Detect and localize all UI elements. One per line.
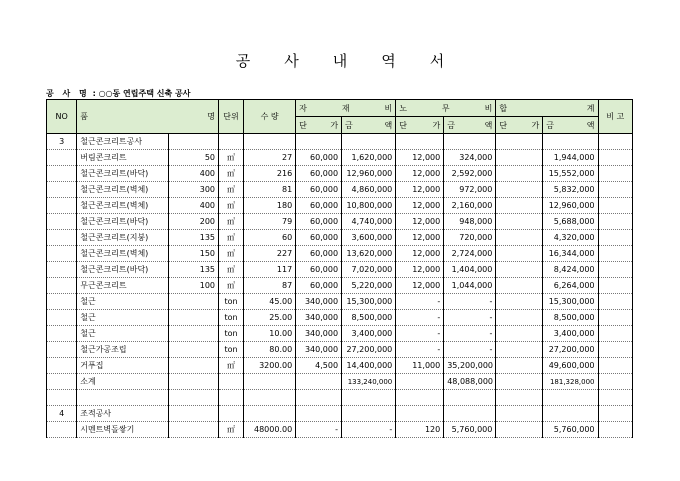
cell-no [47,166,77,182]
cell-material-amount: - [342,422,396,438]
cell-unit [219,406,244,422]
cell-total-amount: 5,688,000 [543,214,598,230]
cell-remark [598,342,633,358]
cost-table [46,99,633,438]
cell-quantity: 87 [244,278,296,294]
cell-labor-amount [444,406,496,422]
cell-quantity: 79 [244,214,296,230]
cell-remark [598,390,633,406]
cell-total-amount: 8,424,000 [543,262,598,278]
cell-labor-unit-price [396,134,444,150]
cell-spec [168,422,218,438]
header-qty: 수 량 [244,100,296,134]
cell-no [47,214,77,230]
cell-labor-amount: 35,200,000 [444,358,496,374]
cell-total-amount: 6,264,000 [543,278,598,294]
cell-remark [598,310,633,326]
cell-unit: ㎥ [219,230,244,246]
cell-remark [598,262,633,278]
cell-spec: 135 [168,262,218,278]
cell-labor-unit-price: - [396,342,444,358]
cell-total-amount: 5,760,000 [543,422,598,438]
cell-unit: ton [219,310,244,326]
table-row [47,326,633,342]
cell-quantity: 216 [244,166,296,182]
cell-total-unit-price [496,230,543,246]
cell-labor-amount: 720,000 [444,230,496,246]
cell-total-unit-price [496,262,543,278]
header-no: NO [47,100,77,134]
cell-unit: ㎥ [219,150,244,166]
cell-labor-amount: 948,000 [444,214,496,230]
cell-no [47,230,77,246]
cell-material-unit-price: - [296,422,342,438]
table-row [47,294,633,310]
header-labor: 노 무 비 [396,100,496,117]
table-row [47,390,633,406]
cell-spec [168,406,218,422]
cell-labor-unit-price: 12,000 [396,150,444,166]
cell-material-amount: 27,200,000 [342,342,396,358]
cell-material-amount: 14,400,000 [342,358,396,374]
cell-spec [168,390,218,406]
cell-quantity: 60 [244,230,296,246]
cell-no [47,182,77,198]
cell-material-amount: 5,220,000 [342,278,396,294]
cell-no [47,150,77,166]
cell-labor-unit-price [396,406,444,422]
cell-labor-unit-price: 12,000 [396,262,444,278]
project-separator: : [92,89,96,98]
cell-remark [598,166,633,182]
cell-labor-unit-price: 12,000 [396,278,444,294]
cell-no [47,342,77,358]
cell-labor-amount: 48,088,000 [444,374,496,390]
cell-labor-amount: 324,000 [444,150,496,166]
cell-total-amount: 3,400,000 [543,326,598,342]
cell-item-name: 철근콘크리트(벽체) [77,182,169,198]
cell-total-amount: 4,320,000 [543,230,598,246]
cell-item-name: 철근콘크리트공사 [77,134,169,150]
section-row [47,406,633,422]
cell-quantity: 25.00 [244,310,296,326]
cell-labor-amount: - [444,310,496,326]
cell-unit [219,374,244,390]
table-header [47,100,633,134]
cell-total-unit-price [496,134,543,150]
cell-labor-amount: 2,724,000 [444,246,496,262]
cell-material-unit-price: 340,000 [296,342,342,358]
cell-total-amount: 27,200,000 [543,342,598,358]
cell-labor-amount [444,390,496,406]
cell-labor-unit-price: - [396,326,444,342]
table-row [47,422,633,438]
cell-material-unit-price [296,390,342,406]
table-row [47,182,633,198]
cell-spec [168,342,218,358]
section-row [47,134,633,150]
cell-material-unit-price: 340,000 [296,326,342,342]
cell-material-unit-price: 60,000 [296,230,342,246]
cell-quantity: 180 [244,198,296,214]
cell-material-unit-price: 60,000 [296,214,342,230]
cell-quantity [244,134,296,150]
cell-spec [168,326,218,342]
cell-item-name: 철근 [77,326,169,342]
cell-quantity: 27 [244,150,296,166]
cell-labor-amount: - [444,294,496,310]
cell-total-unit-price [496,182,543,198]
cell-spec [168,134,218,150]
cell-remark [598,358,633,374]
cell-quantity: 227 [244,246,296,262]
cell-quantity: 10.00 [244,326,296,342]
cell-unit: ton [219,294,244,310]
cell-item-name: 철근 [77,310,169,326]
cell-total-amount: 1,944,000 [543,150,598,166]
cell-total-unit-price [496,150,543,166]
cell-item-name: 철근콘크리트(바닥) [77,262,169,278]
cell-total-amount [543,406,598,422]
cell-unit: ㎥ [219,198,244,214]
cell-remark [598,278,633,294]
cell-material-unit-price: 60,000 [296,182,342,198]
cell-material-amount [342,390,396,406]
cell-quantity: 48000.00 [244,422,296,438]
cell-material-unit-price: 60,000 [296,278,342,294]
cell-item-name: 무근콘크리트 [77,278,169,294]
cell-spec: 200 [168,214,218,230]
cell-remark [598,422,633,438]
cell-material-amount: 133,240,000 [342,374,396,390]
cell-spec [168,294,218,310]
cell-no [47,390,77,406]
cell-material-unit-price: 60,000 [296,166,342,182]
cell-material-amount [342,406,396,422]
cell-total-amount [543,134,598,150]
header-labor-unit-price: 단 가 [396,117,444,134]
table-row [47,310,633,326]
cell-item-name: 조적공사 [77,406,169,422]
header-material-unit-price: 단 가 [296,117,342,134]
cell-spec: 50 [168,150,218,166]
cell-spec: 135 [168,230,218,246]
cell-total-unit-price [496,406,543,422]
cell-total-unit-price [496,326,543,342]
cell-total-unit-price [496,294,543,310]
cell-unit: ㎥ [219,262,244,278]
cell-total-amount: 49,600,000 [543,358,598,374]
cell-unit: ㎡ [219,358,244,374]
cell-material-amount: 1,620,000 [342,150,396,166]
cell-total-amount: 15,552,000 [543,166,598,182]
project-name: ○○동 연립주택 신축 공사 [98,89,191,98]
cell-material-unit-price [296,134,342,150]
cell-material-amount: 12,960,000 [342,166,396,182]
cell-material-amount: 7,020,000 [342,262,396,278]
cell-labor-unit-price: 120 [396,422,444,438]
cell-unit [219,134,244,150]
cell-quantity: 81 [244,182,296,198]
table-row [47,166,633,182]
header-labor-amount: 금 액 [444,117,496,134]
cell-item-name: 철근콘크리트(바닥) [77,214,169,230]
cell-no [47,262,77,278]
cell-total-unit-price [496,198,543,214]
cell-material-unit-price: 60,000 [296,262,342,278]
cell-labor-unit-price: 12,000 [396,182,444,198]
cell-total-unit-price [496,342,543,358]
cell-unit: ton [219,326,244,342]
cell-quantity [244,406,296,422]
cell-total-unit-price [496,390,543,406]
cell-labor-amount: 972,000 [444,182,496,198]
cell-total-amount: 15,300,000 [543,294,598,310]
table-row [47,150,633,166]
cell-unit: ㎥ [219,166,244,182]
cell-quantity [244,374,296,390]
cell-no [47,278,77,294]
cell-labor-unit-price: 11,000 [396,358,444,374]
cell-remark [598,326,633,342]
cell-unit: ㎥ [219,246,244,262]
cell-item-name: 버림콘크리트 [77,150,169,166]
cell-item-name: 철근 [77,294,169,310]
cell-quantity [244,390,296,406]
cell-no: 4 [47,406,77,422]
cell-remark [598,374,633,390]
cell-material-unit-price: 60,000 [296,246,342,262]
cell-labor-amount: - [444,326,496,342]
table-row [47,358,633,374]
cell-labor-amount: 1,404,000 [444,262,496,278]
table-row [47,214,633,230]
cell-no [47,294,77,310]
cell-spec [168,374,218,390]
cell-labor-amount: 2,160,000 [444,198,496,214]
cell-spec: 100 [168,278,218,294]
cell-labor-unit-price: 12,000 [396,246,444,262]
cell-material-unit-price: 60,000 [296,150,342,166]
cell-spec: 400 [168,198,218,214]
cell-remark [598,214,633,230]
cell-material-unit-price: 340,000 [296,294,342,310]
header-unit: 단위 [219,100,244,134]
cell-labor-unit-price: 12,000 [396,230,444,246]
cell-item-name: 철근콘크리트(지붕) [77,230,169,246]
cell-total-unit-price [496,422,543,438]
cell-labor-unit-price [396,390,444,406]
cell-total-unit-price [496,166,543,182]
cell-item-name: 철근콘크리트(바닥) [77,166,169,182]
cell-total-amount: 12,960,000 [543,198,598,214]
cell-remark [598,134,633,150]
cell-material-amount: 3,400,000 [342,326,396,342]
cell-total-unit-price [496,278,543,294]
cell-remark [598,294,633,310]
cell-no [47,422,77,438]
cell-item-name: 소계 [77,374,169,390]
cell-remark [598,246,633,262]
header-item: 품 명 [77,100,219,134]
cell-remark [598,150,633,166]
document-title: 공사내역서 [235,52,479,70]
cell-unit: ㎥ [219,278,244,294]
cell-no [47,358,77,374]
cell-labor-unit-price: 12,000 [396,166,444,182]
cell-total-amount: 5,832,000 [543,182,598,198]
cell-remark [598,182,633,198]
cell-material-amount: 4,860,000 [342,182,396,198]
cell-no [47,198,77,214]
cell-labor-amount: - [444,342,496,358]
cell-labor-amount [444,134,496,150]
header-material: 자 재 비 [296,100,396,117]
project-label: 공 사 명 [46,89,90,98]
table-row [47,198,633,214]
cell-remark [598,406,633,422]
cell-total-unit-price [496,310,543,326]
cell-spec: 300 [168,182,218,198]
cell-unit: ton [219,342,244,358]
cell-no [47,374,77,390]
cell-item-name: 거푸집 [77,358,169,374]
cell-total-unit-price [496,214,543,230]
cell-quantity: 45.00 [244,294,296,310]
cell-spec: 150 [168,246,218,262]
table-body [47,134,633,438]
cell-material-unit-price: 340,000 [296,310,342,326]
cell-material-unit-price [296,406,342,422]
cell-total-amount [543,390,598,406]
cell-spec: 400 [168,166,218,182]
project-line [46,88,190,99]
cell-no [47,310,77,326]
cell-material-unit-price [296,374,342,390]
cell-item-name: 시멘트벽돌쌓기 [77,422,169,438]
cell-no: 3 [47,134,77,150]
cell-item-name: 철근가공조립 [77,342,169,358]
header-total-unit-price: 단 가 [496,117,543,134]
cell-item-name [77,390,169,406]
cell-material-amount: 15,300,000 [342,294,396,310]
cell-quantity: 117 [244,262,296,278]
cell-quantity: 80.00 [244,342,296,358]
cell-labor-unit-price: 12,000 [396,214,444,230]
table-row [47,230,633,246]
cell-remark [598,198,633,214]
cell-labor-amount: 5,760,000 [444,422,496,438]
cell-labor-unit-price: - [396,310,444,326]
table-row [47,342,633,358]
cell-material-unit-price: 4,500 [296,358,342,374]
cell-no [47,326,77,342]
cell-material-amount: 3,600,000 [342,230,396,246]
table-row [47,262,633,278]
cell-total-amount: 8,500,000 [543,310,598,326]
cell-total-unit-price [496,358,543,374]
cell-spec [168,358,218,374]
cell-item-name: 철근콘크리트(벽체) [77,246,169,262]
cell-quantity: 3200.00 [244,358,296,374]
cell-material-amount: 8,500,000 [342,310,396,326]
cell-unit: ㎥ [219,182,244,198]
cell-spec [168,310,218,326]
cell-material-amount: 10,800,000 [342,198,396,214]
table-row [47,278,633,294]
cell-unit [219,390,244,406]
header-total-amount: 금 액 [543,117,598,134]
cell-labor-unit-price [396,374,444,390]
cell-remark [598,230,633,246]
header-total: 합 계 [496,100,598,117]
header-material-amount: 금 액 [342,117,396,134]
table-row [47,374,633,390]
cell-total-unit-price [496,374,543,390]
cell-total-amount: 16,344,000 [543,246,598,262]
cell-no [47,246,77,262]
cell-material-amount: 13,620,000 [342,246,396,262]
cell-labor-amount: 2,592,000 [444,166,496,182]
cell-labor-unit-price: 12,000 [396,198,444,214]
cell-unit: ㎥ [219,214,244,230]
cell-material-amount [342,134,396,150]
cell-labor-unit-price: - [396,294,444,310]
cell-material-unit-price: 60,000 [296,198,342,214]
cell-total-amount: 181,328,000 [543,374,598,390]
cell-unit: ㎡ [219,422,244,438]
cell-material-amount: 4,740,000 [342,214,396,230]
cell-total-unit-price [496,246,543,262]
cell-labor-amount: 1,044,000 [444,278,496,294]
header-remark: 비 고 [598,100,633,134]
table-row [47,246,633,262]
cell-item-name: 철근콘크리트(벽체) [77,198,169,214]
